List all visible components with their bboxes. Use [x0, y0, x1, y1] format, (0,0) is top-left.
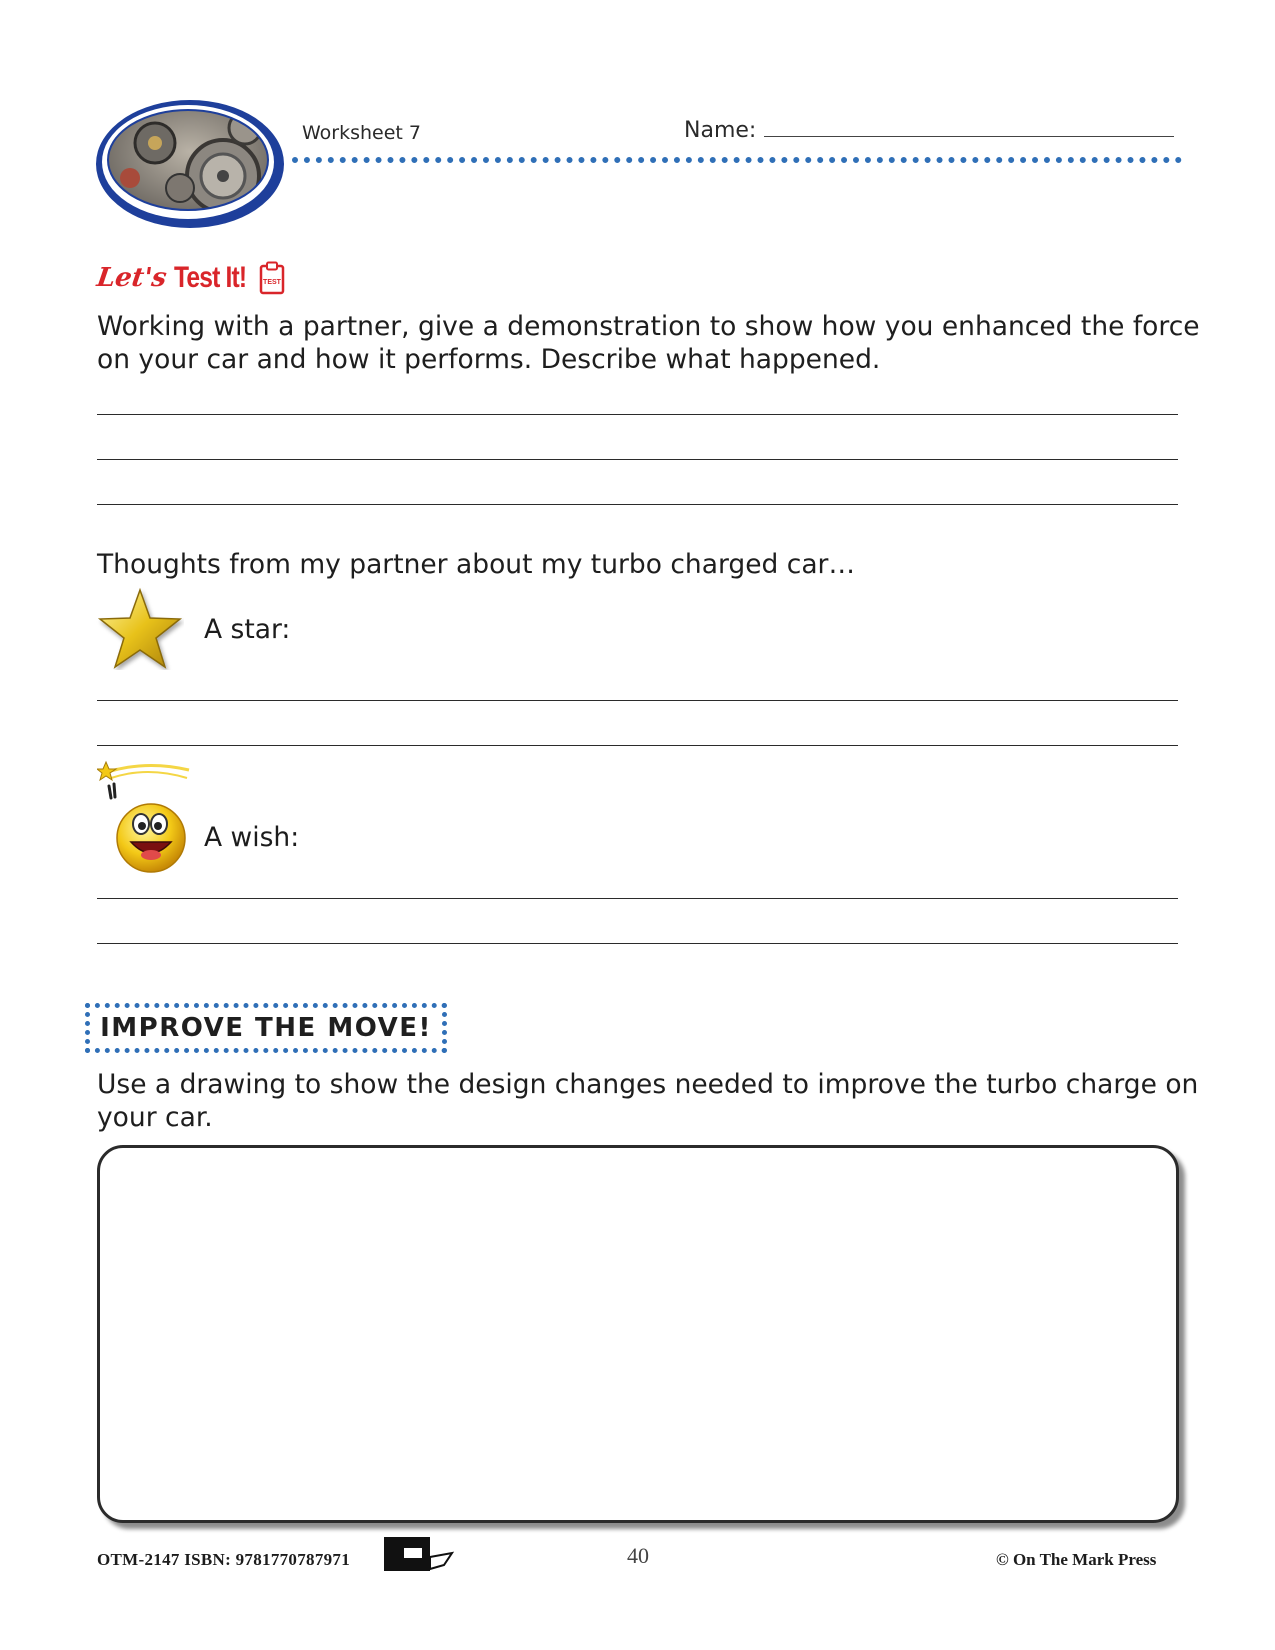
- test-prompt: Working with a partner, give a demonstration to show how you enhanced the force on your car and how it performs. Describe what happened.: [97, 311, 1200, 375]
- star-label: A star:: [204, 614, 291, 645]
- book-logo-icon: [382, 1533, 457, 1575]
- section-heading-test: [94, 258, 285, 298]
- answer-line[interactable]: [97, 898, 1178, 899]
- gold-star-icon: [96, 586, 184, 670]
- smiley-wish-icon: [97, 760, 193, 878]
- heading-script: Let's: [94, 263, 169, 293]
- page-number: 40: [627, 1543, 649, 1568]
- footer-copyright: © On The Mark Press: [996, 1550, 1157, 1569]
- answer-line[interactable]: [97, 700, 1178, 701]
- header-divider: [292, 157, 1182, 163]
- test-clipboard-icon: [259, 261, 285, 295]
- answer-line[interactable]: [97, 414, 1178, 415]
- answer-line[interactable]: [97, 943, 1178, 944]
- clipboard-text: TEST: [262, 279, 281, 286]
- name-field[interactable]: [764, 118, 1174, 137]
- improve-heading: IMPROVE THE MOVE!: [100, 1013, 432, 1043]
- answer-line[interactable]: [97, 459, 1178, 460]
- name-label-text: Name:: [684, 118, 757, 143]
- heading-bold: Test It!: [174, 261, 247, 294]
- answer-line[interactable]: [97, 504, 1178, 505]
- improve-prompt: Use a drawing to show the design changes needed to improve the turbo charge on your car.: [97, 1069, 1199, 1133]
- footer-isbn: OTM-2147 ISBN: 9781770787971: [97, 1550, 351, 1569]
- answer-line[interactable]: [97, 745, 1178, 746]
- worksheet-label: Worksheet 7: [302, 122, 422, 144]
- partner-intro: Thoughts from my partner about my turbo charged car…: [97, 549, 855, 580]
- gears-photo-icon: [95, 98, 285, 232]
- wish-label: A wish:: [204, 822, 300, 853]
- name-field-label: [684, 118, 1174, 143]
- improve-heading-box: [85, 1003, 447, 1053]
- drawing-area[interactable]: [97, 1145, 1179, 1523]
